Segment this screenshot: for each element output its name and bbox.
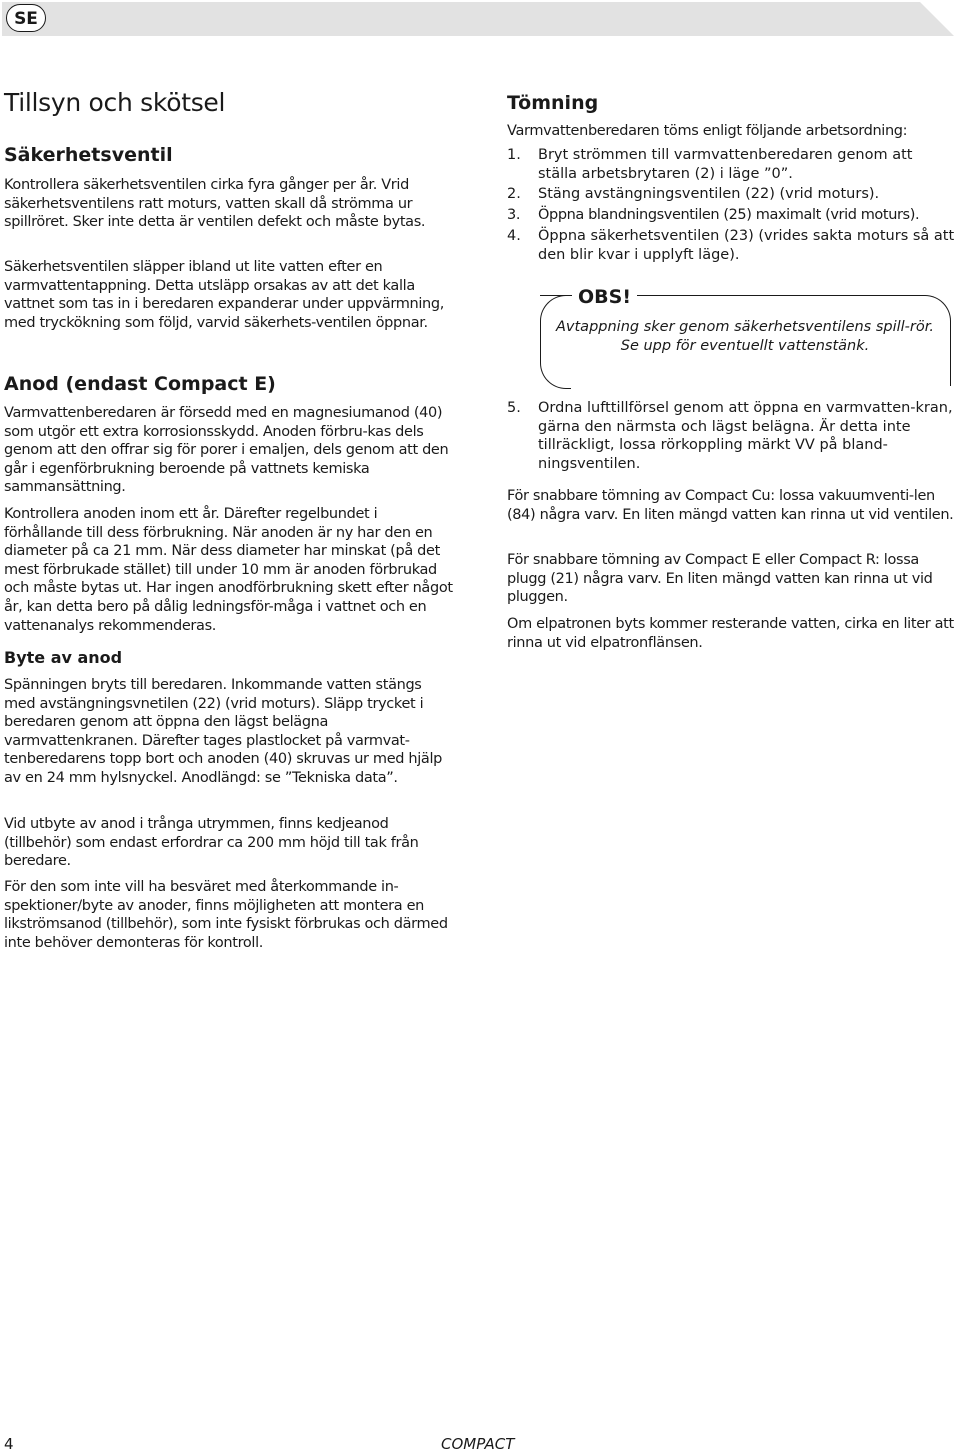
replace-anode-paragraph-1: Spänningen bryts till beredaren. Inkommande vatten stängs med avstängningsvnetilen (22) (vrid moturs). Släpp trycket i beredaren genom att öppna den lägst belägna varmvattenkranen. Därefter tages plastlocket på varmvat-tenberedarens topp bort och anoden (40) skruvas ur med hjälp av en 24 mm hylsnyckel. Anodlängd: se ”Tekniska data”. bbox=[4, 677, 442, 786]
safety-valve-heading: Säkerhetsventil bbox=[4, 144, 173, 166]
anode-heading: Anod (endast Compact E) bbox=[4, 373, 276, 395]
step-number: 1. bbox=[507, 147, 521, 163]
anode-paragraph-2: Kontrollera anoden inom ett år. Därefter regelbundet i förhållande till dess förbrukning. När anoden är ny har den en diameter på ca 21 mm. När dess diameter har minskat (på det mest förbrukade stället) till under 10 mm är anoden förbrukad och måste bytas ut. Har ingen anodförbrukning skett efter något år, kan detta bero på dålig ledningsför-måga i vattnet och en vattenanalys rekommenderas. bbox=[4, 506, 453, 634]
safety-valve-paragraph-1: Kontrollera säkerhetsventilen cirka fyra gånger per år. Vrid säkerhetsventilens ratt moturs, vatten skall då strömma ur spillröret. Sker inte detta är ventilen defekt och måste bytas. bbox=[4, 177, 426, 231]
page-number: 4 bbox=[4, 1435, 14, 1453]
replace-anode-paragraph-2: Vid utbyte av anod i trånga utrymmen, finns kedjeanod (tillbehör) som endast erfordrar ca 200 mm höjd till tak från beredare. bbox=[4, 816, 419, 870]
product-name: COMPACT bbox=[441, 1435, 515, 1453]
header-bar bbox=[2, 2, 954, 36]
draining-paragraph-2: För snabbare tömning av Compact E eller Compact R: lossa plugg (21) några varv. En liten mängd vatten kan rinna ut vid pluggen. bbox=[507, 552, 933, 606]
step-number: 4. bbox=[507, 228, 521, 245]
list-item bbox=[507, 206, 955, 225]
draining-intro: Varmvattenberedaren töms enligt följande arbetsordning: bbox=[507, 123, 908, 139]
replace-anode-paragraph-3: För den som inte vill ha besväret med återkommande in-spektioner/byte av anoder, finns möjligheten att montera en likströmsanod (tillbehör), som inte fysiskt förbrukas och därmed inte behöver demonteras för kontroll. bbox=[4, 879, 448, 951]
list-item bbox=[507, 146, 955, 183]
step-number: 5. bbox=[507, 400, 521, 416]
draining-steps-list-continued bbox=[507, 399, 955, 473]
step-text: Bryt strömmen till varmvattenberedaren genom att ställa arbetsbrytaren (2) i läge ”0”. bbox=[538, 147, 913, 182]
replace-anode-heading: Byte av anod bbox=[4, 648, 123, 667]
draining-paragraph-1: För snabbare tömning av Compact Cu: lossa vakuumventi-len (84) några varv. En liten mängd vatten kan rinna ut vid ventilen. bbox=[507, 488, 954, 523]
list-item bbox=[507, 227, 955, 264]
page-title: Tillsyn och skötsel bbox=[4, 88, 226, 117]
obs-note-text: Avtappning sker genom säkerhetsventilens spill-rör. Se upp för eventuellt vattenstänk. bbox=[556, 319, 934, 354]
draining-heading: Tömning bbox=[507, 92, 599, 114]
step-text: Ordna lufttillförsel genom att öppna en varmvatten-kran, gärna den närmsta och lägst belägna. Är detta inte tillräckligt, lossa rörkoppling märkt VV på bland-ningsventilen. bbox=[538, 400, 953, 472]
step-text: Öppna blandningsventilen (25) maximalt (vrid moturs). bbox=[538, 206, 920, 223]
step-number: 2. bbox=[507, 186, 521, 203]
step-number: 3. bbox=[507, 206, 521, 223]
safety-valve-paragraph-2: Säkerhetsventilen släpper ibland ut lite vatten efter en varmvattentappning. Detta utsläpp orsakas av att det kalla vattnet som tas in i beredaren expanderar under uppvärmning, med tryckökning som följd, varvid säkerhets-ventilen öppnar. bbox=[4, 259, 445, 331]
language-badge: SE bbox=[6, 4, 46, 32]
draining-steps-list bbox=[507, 146, 955, 265]
obs-note-title: OBS! bbox=[572, 286, 637, 308]
draining-paragraph-3: Om elpatronen byts kommer resterande vatten, cirka en liter att rinna ut vid elpatronflänsen. bbox=[507, 616, 954, 651]
step-text: Stäng avstängningsventilen (22) (vrid moturs). bbox=[538, 186, 880, 203]
list-item bbox=[507, 185, 955, 204]
list-item bbox=[507, 399, 955, 473]
step-text: Öppna säkerhetsventilen (23) (vrides sakta moturs så att den blir kvar i upplyft läge). bbox=[538, 228, 955, 263]
anode-paragraph-1: Varmvattenberedaren är försedd med en magnesiumanod (40) som utgör ett extra korrosionsskydd. Anoden förbru-kas dels genom att den offrar sig för porer i emaljen, dels genom att den går i egenförbrukning beroende på vattnets kemiska sammansättning. bbox=[4, 405, 449, 496]
